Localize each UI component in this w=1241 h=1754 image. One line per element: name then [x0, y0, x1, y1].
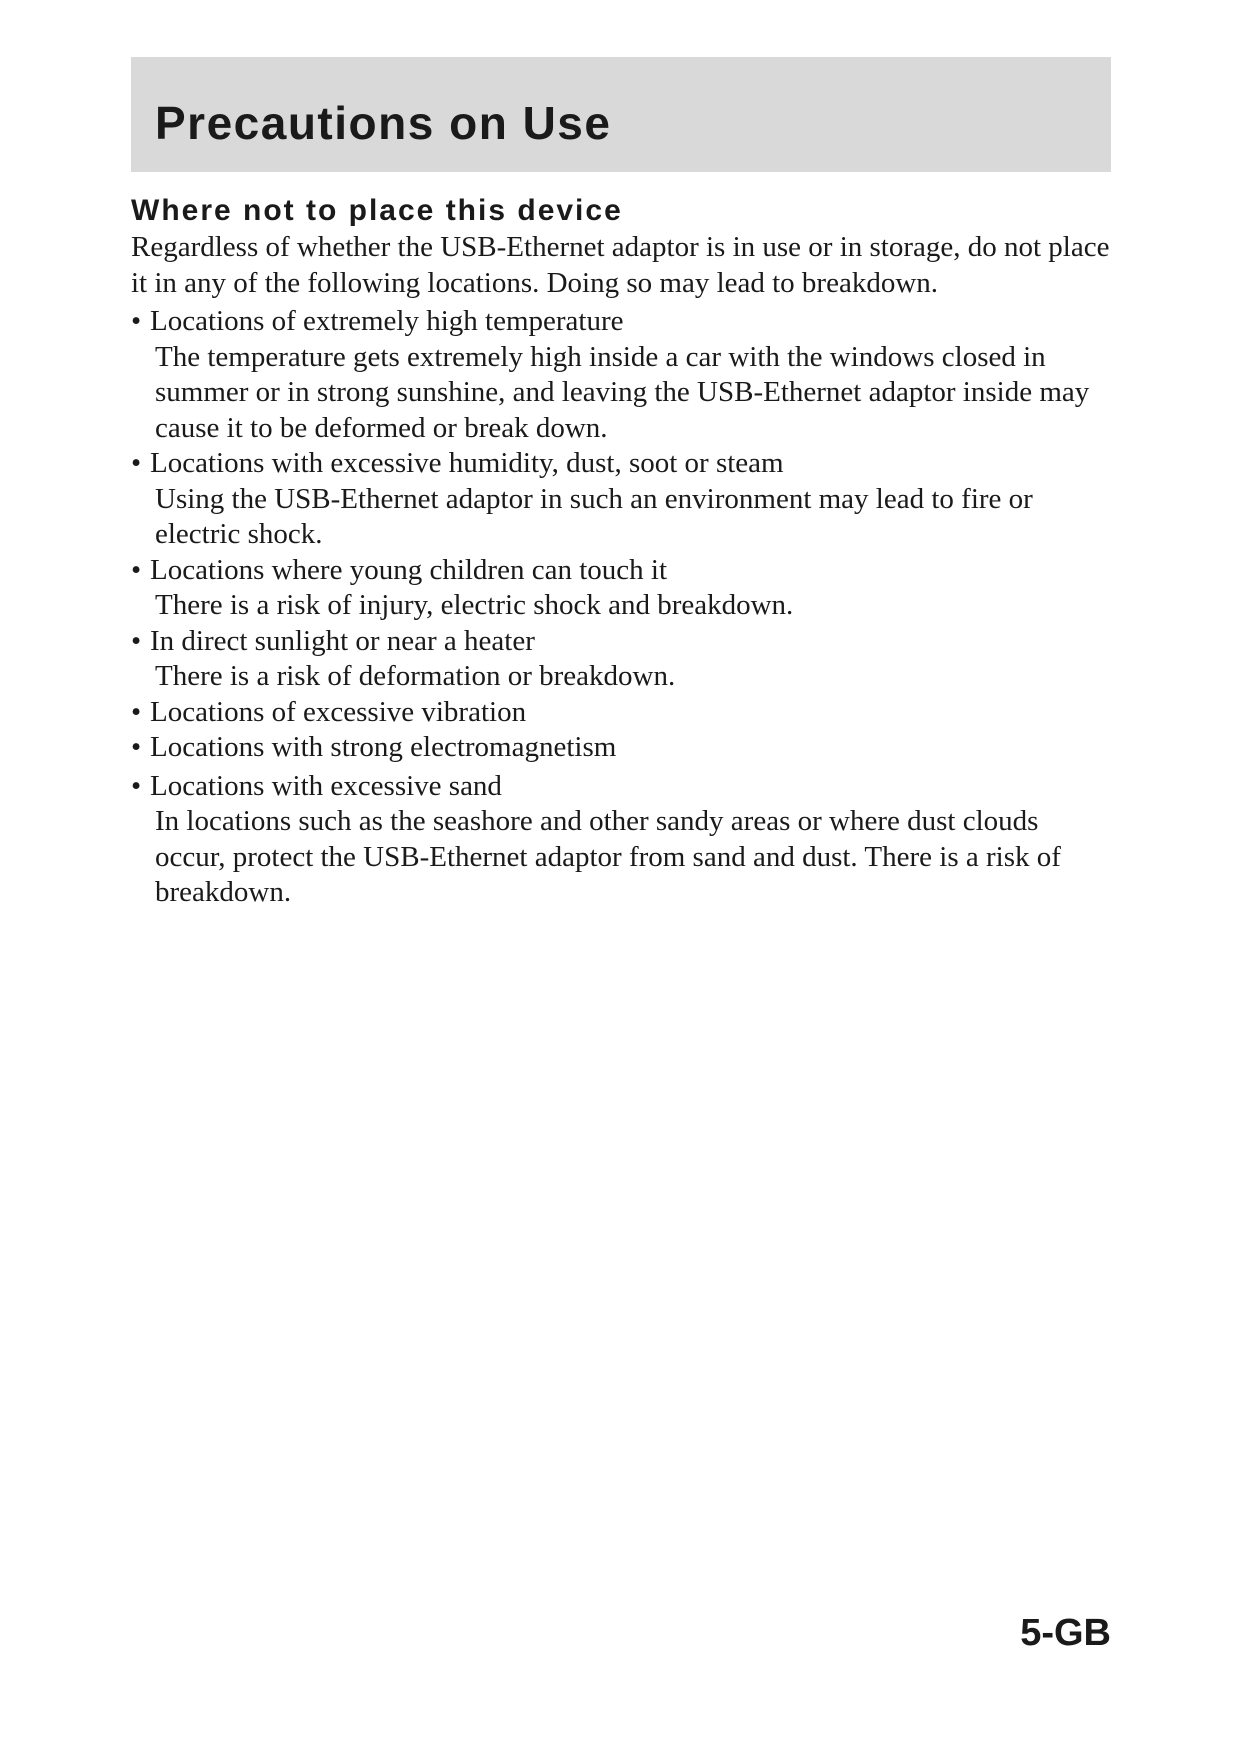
list-item — [131, 553, 1111, 624]
list-item-title — [131, 624, 1111, 660]
list-item-description: There is a risk of injury, electric shock and breakdown. — [155, 589, 794, 621]
list-item-title — [131, 769, 1111, 805]
page-title: Precautions on Use — [155, 97, 612, 149]
bullet-icon: • — [131, 447, 142, 479]
list-item — [131, 730, 1111, 766]
list-item-description: In locations such as the seashore and other sandy areas or where dust clouds occur, protect the USB-Ethernet adaptor from sand and dust. There is a risk of breakdown. — [155, 805, 1061, 908]
list-item-title-text: Locations of excessive vibration — [150, 695, 527, 728]
bullet-icon: • — [131, 769, 142, 802]
list-item-title-text: Locations where young children can touch it — [150, 553, 668, 586]
page-number: 5-GB — [1020, 1612, 1111, 1654]
list-item-title-text: Locations with strong electromagnetism — [150, 731, 617, 763]
list-item — [131, 769, 1111, 911]
bullet-icon: • — [131, 305, 142, 337]
list-item — [131, 695, 1111, 731]
list-item-title — [131, 730, 1111, 766]
bullet-icon: • — [131, 553, 142, 586]
section-heading: Where not to place this device — [131, 194, 623, 227]
list-item-description: Using the USB-Ethernet adaptor in such an environment may lead to fire or electric shock. — [155, 482, 1033, 550]
list-item-title-text: Locations of extremely high temperature — [150, 305, 624, 337]
bullet-icon: • — [131, 695, 142, 728]
list-item-description: The temperature gets extremely high inside a car with the windows closed in summer or in strong sunshine, and leaving the USB-Ethernet adaptor inside may cause it to be deformed or break down. — [155, 340, 1090, 444]
list-item-title-text: Locations with excessive sand — [150, 769, 502, 802]
list-item — [131, 446, 1111, 553]
bullet-icon: • — [131, 731, 142, 763]
list-item-title — [131, 695, 1111, 731]
section-intro: Regardless of whether the USB-Ethernet adaptor is in use or in storage, do not place it in any of the following locations. Doing so may lead to breakdown. — [131, 231, 1110, 299]
list-item-title — [131, 553, 1111, 589]
list-item-title — [131, 446, 1111, 482]
list-item-title — [131, 304, 1111, 340]
list-item — [131, 304, 1111, 446]
bullet-icon: • — [131, 624, 142, 657]
list-item-title-text: In direct sunlight or near a heater — [150, 624, 535, 657]
list-item-title-text: Locations with excessive humidity, dust, soot or steam — [150, 447, 784, 479]
list-item — [131, 624, 1111, 695]
list-item-description: There is a risk of deformation or breakdown. — [155, 660, 676, 692]
location-list — [131, 304, 1111, 911]
section-where-not-to-place — [131, 192, 1111, 911]
